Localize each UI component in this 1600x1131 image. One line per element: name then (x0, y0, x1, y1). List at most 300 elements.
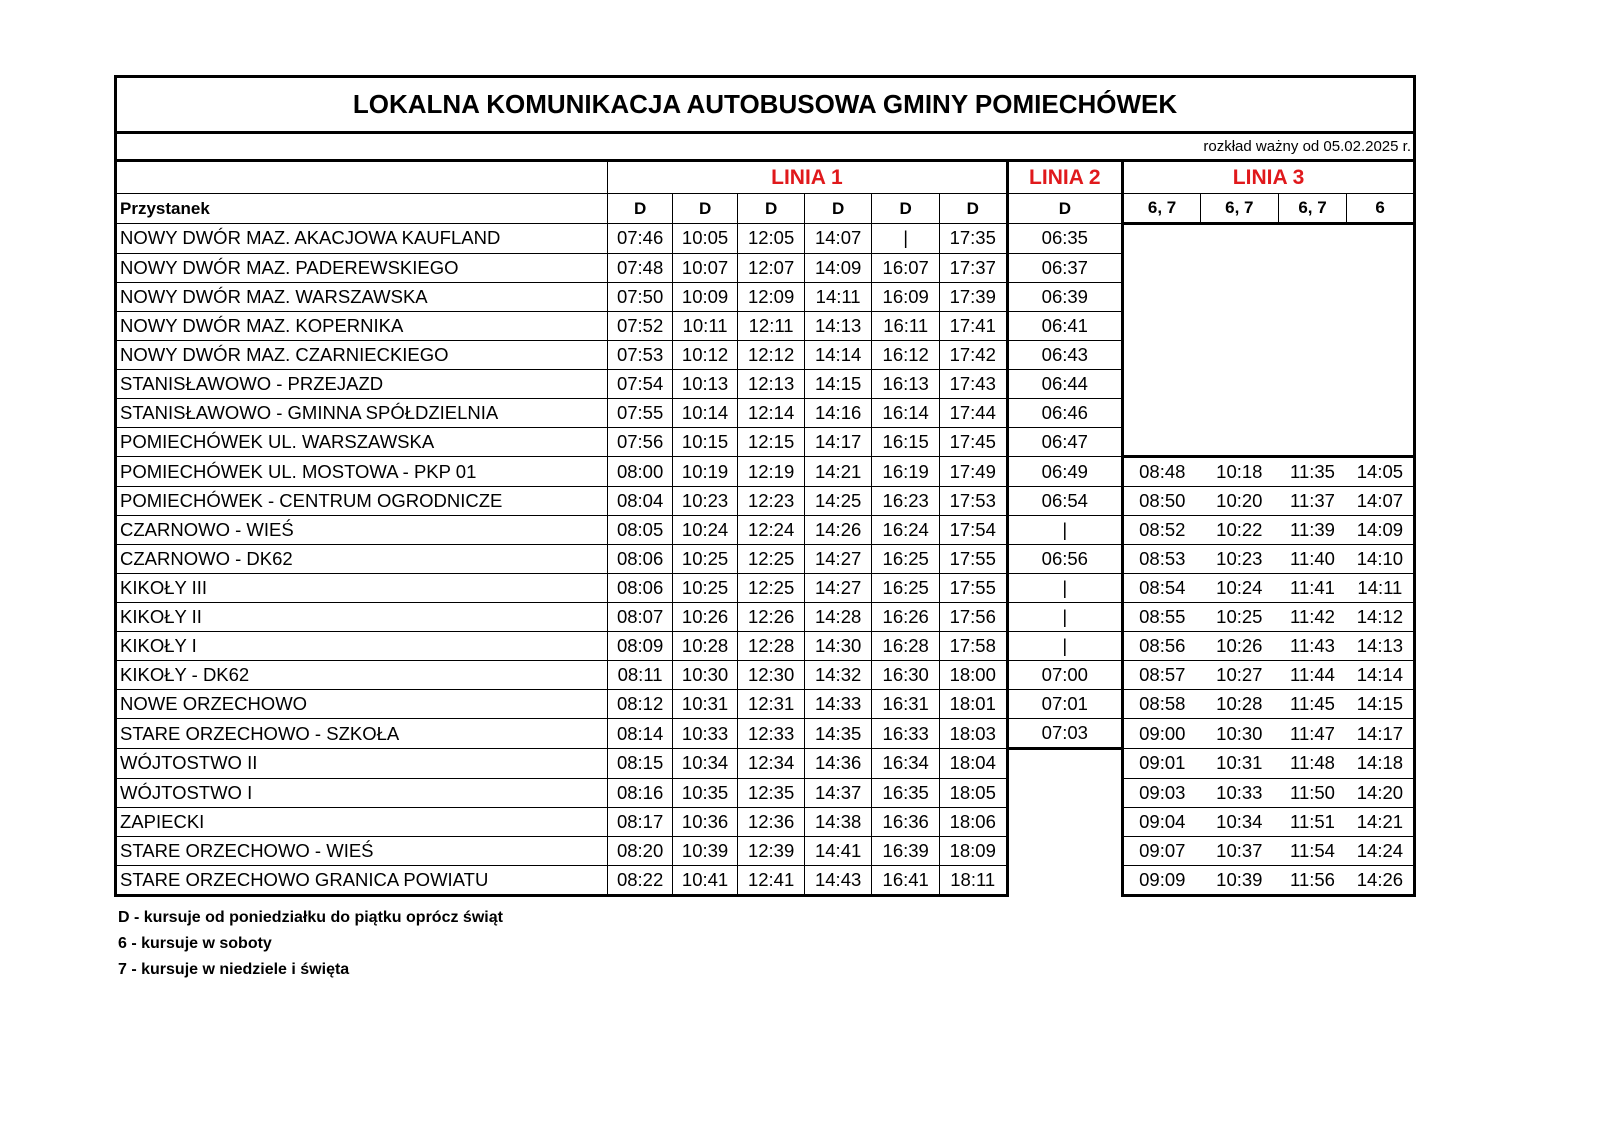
line-1-time: | (872, 224, 940, 254)
stop-name: STARE ORZECHOWO - SZKOŁA (116, 719, 608, 749)
line-3-time: 08:56 (1123, 632, 1201, 661)
stop-name: NOWY DWÓR MAZ. AKACJOWA KAUFLAND (116, 224, 608, 254)
line-1-time: 16:24 (872, 516, 940, 545)
line-1-time: 08:06 (608, 574, 672, 603)
line-3-time (1200, 427, 1278, 457)
table-row (116, 224, 1415, 254)
line-2-time: 06:37 (1007, 253, 1123, 282)
stop-name: CZARNOWO - DK62 (116, 545, 608, 574)
stop-name: NOWY DWÓR MAZ. PADEREWSKIEGO (116, 253, 608, 282)
line-1-time: 16:13 (872, 369, 940, 398)
table-row (116, 545, 1415, 574)
line-1-time: 14:41 (804, 836, 872, 865)
stop-name: KIKOŁY III (116, 574, 608, 603)
line-1-time: 14:15 (804, 369, 872, 398)
line-1-time: 14:26 (804, 516, 872, 545)
line-1-time: 10:11 (672, 311, 738, 340)
line-3-time: 10:23 (1200, 545, 1278, 574)
line-3-time: 10:20 (1200, 487, 1278, 516)
stop-name: POMIECHÓWEK - CENTRUM OGRODNICZE (116, 487, 608, 516)
line-2-time: 06:43 (1007, 340, 1123, 369)
day-code: D (872, 194, 940, 224)
line-1-time: 16:26 (872, 603, 940, 632)
line-3-time: 10:39 (1200, 865, 1278, 895)
line-3-time: 11:47 (1278, 719, 1347, 749)
line-1-time: 18:00 (939, 661, 1007, 690)
line-3-time (1123, 427, 1201, 457)
line-1-time: 12:13 (738, 369, 805, 398)
line-3-time: 11:50 (1278, 778, 1347, 807)
line-1-time: 10:12 (672, 340, 738, 369)
page-title: LOKALNA KOMUNIKACJA AUTOBUSOWA GMINY POMIECHÓWEK (116, 77, 1415, 133)
line-1-time: 10:19 (672, 457, 738, 487)
line-2-time (1007, 865, 1123, 895)
line-1-time: 17:53 (939, 487, 1007, 516)
line-1-time: 10:15 (672, 427, 738, 457)
line-2-time: 06:41 (1007, 311, 1123, 340)
line-3-time (1200, 311, 1278, 340)
line-1-time: 10:25 (672, 545, 738, 574)
line-3-time: 08:52 (1123, 516, 1201, 545)
line-1-time: 12:07 (738, 253, 805, 282)
line-1-time: 08:04 (608, 487, 672, 516)
legend-item: D - kursuje od poniedziałku do piątku oprócz świąt (118, 909, 503, 926)
line-3-time (1123, 253, 1201, 282)
line-1-time: 10:41 (672, 865, 738, 895)
line-1-time: 10:07 (672, 253, 738, 282)
line-1-time: 14:11 (804, 282, 872, 311)
line-1-time: 12:26 (738, 603, 805, 632)
table-row (116, 516, 1415, 545)
line-1-time: 12:15 (738, 427, 805, 457)
line-1-time: 14:43 (804, 865, 872, 895)
line-2-time: 06:39 (1007, 282, 1123, 311)
line-1-time: 10:36 (672, 807, 738, 836)
line-3-time (1278, 398, 1347, 427)
line-3-time (1123, 340, 1201, 369)
line-3-time (1123, 369, 1201, 398)
line-1-time: 12:05 (738, 224, 805, 254)
line-3-time (1347, 253, 1415, 282)
line-1-time: 14:27 (804, 574, 872, 603)
line-3-time: 10:30 (1200, 719, 1278, 749)
stop-name: NOWY DWÓR MAZ. KOPERNIKA (116, 311, 608, 340)
line-3-time: 10:26 (1200, 632, 1278, 661)
line-2-time: 06:54 (1007, 487, 1123, 516)
stop-name: STANISŁAWOWO - GMINNA SPÓŁDZIELNIA (116, 398, 608, 427)
legend-item: 6 - kursuje w soboty (118, 935, 272, 952)
blank-header-cell (116, 161, 608, 194)
day-code: D (1007, 194, 1123, 224)
table-row (116, 369, 1415, 398)
line-2-time: | (1007, 603, 1123, 632)
line-1-time: 07:54 (608, 369, 672, 398)
line-3-time: 11:44 (1278, 661, 1347, 690)
table-row (116, 340, 1415, 369)
line-3-time: 10:33 (1200, 778, 1278, 807)
line-3-time (1278, 427, 1347, 457)
line-3-time: 09:04 (1123, 807, 1201, 836)
line-3-time: 08:48 (1123, 457, 1201, 487)
line-3-time (1347, 369, 1415, 398)
stop-name: POMIECHÓWEK UL. WARSZAWSKA (116, 427, 608, 457)
line-1-time: 17:55 (939, 574, 1007, 603)
line-3-time: 11:56 (1278, 865, 1347, 895)
line-1-time: 08:14 (608, 719, 672, 749)
line-1-time: 07:55 (608, 398, 672, 427)
line-3-time: 08:54 (1123, 574, 1201, 603)
table-row (116, 427, 1415, 457)
line-1-time: 16:07 (872, 253, 940, 282)
line-1-time: 16:23 (872, 487, 940, 516)
line-3-time (1200, 282, 1278, 311)
line-3-time: 14:26 (1347, 865, 1415, 895)
line-3-time: 14:24 (1347, 836, 1415, 865)
line-3-time: 08:55 (1123, 603, 1201, 632)
line-1-time: 08:05 (608, 516, 672, 545)
day-code: D (804, 194, 872, 224)
line-3-time (1200, 340, 1278, 369)
line-3-time (1347, 398, 1415, 427)
line-1-time: 12:33 (738, 719, 805, 749)
line-1-time: 17:39 (939, 282, 1007, 311)
line-3-time: 09:00 (1123, 719, 1201, 749)
line-2-time (1007, 807, 1123, 836)
line-1-time: 14:25 (804, 487, 872, 516)
line-1-time: 16:19 (872, 457, 940, 487)
line-3-time: 08:53 (1123, 545, 1201, 574)
line-1-time: 08:06 (608, 545, 672, 574)
line-1-time: 18:03 (939, 719, 1007, 749)
line-1-time: 12:19 (738, 457, 805, 487)
line-2-time: 06:47 (1007, 427, 1123, 457)
line-2-time: | (1007, 574, 1123, 603)
line-1-time: 08:09 (608, 632, 672, 661)
line-1-time: 07:56 (608, 427, 672, 457)
line-1-time: 12:09 (738, 282, 805, 311)
table-row (116, 865, 1415, 895)
line-1-time: 16:28 (872, 632, 940, 661)
line-3-time (1200, 398, 1278, 427)
line-3-time: 14:15 (1347, 690, 1415, 719)
line-1-time: 17:41 (939, 311, 1007, 340)
timetable-sheet (114, 75, 1416, 897)
line-3-time (1278, 253, 1347, 282)
line-3-time (1347, 340, 1415, 369)
line-1-time: 16:25 (872, 545, 940, 574)
line-3-time: 14:21 (1347, 807, 1415, 836)
line-1-time: 16:12 (872, 340, 940, 369)
line-3-time: 14:13 (1347, 632, 1415, 661)
line-1-time: 14:13 (804, 311, 872, 340)
line-1-time: 12:11 (738, 311, 805, 340)
line-1-time: 07:50 (608, 282, 672, 311)
line-1-heading: LINIA 1 (608, 161, 1007, 194)
line-1-time: 08:15 (608, 749, 672, 779)
line-1-time: 10:13 (672, 369, 738, 398)
line-3-time: 08:50 (1123, 487, 1201, 516)
table-row (116, 487, 1415, 516)
line-3-time: 10:34 (1200, 807, 1278, 836)
line-1-time: 12:12 (738, 340, 805, 369)
line-1-time: 14:38 (804, 807, 872, 836)
line-3-time: 10:31 (1200, 749, 1278, 779)
line-1-time: 16:31 (872, 690, 940, 719)
line-1-time: 10:34 (672, 749, 738, 779)
line-2-time: | (1007, 632, 1123, 661)
line-3-time: 14:14 (1347, 661, 1415, 690)
stop-name: WÓJTOSTWO II (116, 749, 608, 779)
line-3-time (1123, 398, 1201, 427)
line-3-time: 09:01 (1123, 749, 1201, 779)
line-3-time: 10:18 (1200, 457, 1278, 487)
line-3-time (1278, 311, 1347, 340)
line-3-time (1278, 282, 1347, 311)
day-code: D (738, 194, 805, 224)
line-1-time: 08:20 (608, 836, 672, 865)
line-1-time: 14:14 (804, 340, 872, 369)
line-1-time: 14:07 (804, 224, 872, 254)
line-1-time: 17:43 (939, 369, 1007, 398)
line-1-time: 16:11 (872, 311, 940, 340)
line-1-time: 12:39 (738, 836, 805, 865)
line-3-time: 10:24 (1200, 574, 1278, 603)
day-code: 6, 7 (1200, 194, 1278, 224)
line-1-time: 14:30 (804, 632, 872, 661)
line-3-time: 11:40 (1278, 545, 1347, 574)
stop-column-header: Przystanek (116, 194, 608, 224)
line-1-time: 16:09 (872, 282, 940, 311)
line-1-time: 12:35 (738, 778, 805, 807)
timetable (114, 75, 1416, 897)
line-3-time (1347, 282, 1415, 311)
table-row (116, 632, 1415, 661)
line-3-time (1200, 369, 1278, 398)
line-1-time: 10:05 (672, 224, 738, 254)
line-1-time: 08:17 (608, 807, 672, 836)
stop-name: ZAPIECKI (116, 807, 608, 836)
line-3-time (1347, 427, 1415, 457)
line-1-time: 17:56 (939, 603, 1007, 632)
line-2-time: 06:49 (1007, 457, 1123, 487)
line-3-time (1278, 369, 1347, 398)
line-3-time: 14:20 (1347, 778, 1415, 807)
line-3-time: 14:11 (1347, 574, 1415, 603)
line-3-time: 11:42 (1278, 603, 1347, 632)
line-1-time: 12:23 (738, 487, 805, 516)
line-1-time: 17:49 (939, 457, 1007, 487)
line-1-time: 14:09 (804, 253, 872, 282)
line-2-time: 06:35 (1007, 224, 1123, 254)
validity-note: rozkład ważny od 05.02.2025 r. (116, 133, 1415, 161)
line-1-time: 14:21 (804, 457, 872, 487)
line-3-time: 14:09 (1347, 516, 1415, 545)
line-2-time (1007, 836, 1123, 865)
line-1-time: 14:35 (804, 719, 872, 749)
stop-name: STARE ORZECHOWO - WIEŚ (116, 836, 608, 865)
line-1-time: 17:54 (939, 516, 1007, 545)
line-3-time: 11:37 (1278, 487, 1347, 516)
line-2-time: 07:00 (1007, 661, 1123, 690)
line-3-time: 09:03 (1123, 778, 1201, 807)
stop-name: CZARNOWO - WIEŚ (116, 516, 608, 545)
line-1-time: 08:16 (608, 778, 672, 807)
line-1-time: 16:33 (872, 719, 940, 749)
stop-name: WÓJTOSTWO I (116, 778, 608, 807)
table-row (116, 603, 1415, 632)
line-1-time: 14:16 (804, 398, 872, 427)
line-1-time: 08:11 (608, 661, 672, 690)
line-1-time: 10:35 (672, 778, 738, 807)
line-3-time: 14:17 (1347, 719, 1415, 749)
line-1-time: 14:17 (804, 427, 872, 457)
line-3-time: 11:43 (1278, 632, 1347, 661)
line-1-time: 10:24 (672, 516, 738, 545)
line-3-time: 10:22 (1200, 516, 1278, 545)
line-3-time: 08:58 (1123, 690, 1201, 719)
line-3-time: 09:09 (1123, 865, 1201, 895)
table-row (116, 690, 1415, 719)
line-1-time: 12:28 (738, 632, 805, 661)
line-1-time: 16:30 (872, 661, 940, 690)
line-1-time: 17:55 (939, 545, 1007, 574)
line-1-time: 18:04 (939, 749, 1007, 779)
line-1-time: 17:44 (939, 398, 1007, 427)
line-1-time: 10:23 (672, 487, 738, 516)
line-3-time: 14:05 (1347, 457, 1415, 487)
line-3-time: 11:48 (1278, 749, 1347, 779)
line-3-time: 10:25 (1200, 603, 1278, 632)
line-1-time: 16:34 (872, 749, 940, 779)
stop-name: KIKOŁY I (116, 632, 608, 661)
table-row (116, 282, 1415, 311)
line-1-time: 10:26 (672, 603, 738, 632)
line-1-time: 17:58 (939, 632, 1007, 661)
table-row (116, 836, 1415, 865)
day-code: D (608, 194, 672, 224)
line-3-time (1123, 282, 1201, 311)
line-1-time: 12:30 (738, 661, 805, 690)
line-1-time: 12:25 (738, 545, 805, 574)
line-1-time: 10:14 (672, 398, 738, 427)
line-3-time: 11:45 (1278, 690, 1347, 719)
line-1-time: 08:00 (608, 457, 672, 487)
line-3-time: 11:54 (1278, 836, 1347, 865)
line-1-time: 10:31 (672, 690, 738, 719)
table-row (116, 749, 1415, 779)
line-3-time (1278, 340, 1347, 369)
line-1-time: 10:33 (672, 719, 738, 749)
day-code: 6, 7 (1123, 194, 1201, 224)
line-1-time: 12:34 (738, 749, 805, 779)
line-1-time: 10:25 (672, 574, 738, 603)
line-1-time: 12:25 (738, 574, 805, 603)
table-row (116, 661, 1415, 690)
line-1-time: 10:09 (672, 282, 738, 311)
line-3-time (1347, 224, 1415, 254)
line-2-time: | (1007, 516, 1123, 545)
line-1-time: 07:53 (608, 340, 672, 369)
line-3-time: 14:07 (1347, 487, 1415, 516)
line-3-time (1200, 253, 1278, 282)
table-row (116, 398, 1415, 427)
legend-item: 7 - kursuje w niedziele i święta (118, 961, 350, 978)
line-2-time (1007, 778, 1123, 807)
line-3-time: 11:51 (1278, 807, 1347, 836)
table-row (116, 574, 1415, 603)
line-1-time: 14:28 (804, 603, 872, 632)
line-1-time: 17:45 (939, 427, 1007, 457)
line-1-time: 18:11 (939, 865, 1007, 895)
line-3-time: 11:35 (1278, 457, 1347, 487)
line-2-time: 06:44 (1007, 369, 1123, 398)
stop-name: KIKOŁY II (116, 603, 608, 632)
table-row (116, 778, 1415, 807)
line-1-time: 07:48 (608, 253, 672, 282)
line-1-time: 16:35 (872, 778, 940, 807)
line-3-time: 10:28 (1200, 690, 1278, 719)
line-1-time: 12:24 (738, 516, 805, 545)
legend (118, 905, 503, 983)
line-1-time: 16:14 (872, 398, 940, 427)
line-1-time: 10:30 (672, 661, 738, 690)
line-1-time: 10:39 (672, 836, 738, 865)
line-1-time: 07:52 (608, 311, 672, 340)
line-3-time: 11:41 (1278, 574, 1347, 603)
line-1-time: 12:14 (738, 398, 805, 427)
line-3-time: 10:37 (1200, 836, 1278, 865)
line-1-time: 08:07 (608, 603, 672, 632)
stop-name: NOWY DWÓR MAZ. CZARNIECKIEGO (116, 340, 608, 369)
day-code: 6 (1347, 194, 1415, 224)
line-1-time: 14:33 (804, 690, 872, 719)
line-2-time (1007, 749, 1123, 779)
stop-name: POMIECHÓWEK UL. MOSTOWA - PKP 01 (116, 457, 608, 487)
line-1-time: 12:36 (738, 807, 805, 836)
line-1-time: 12:41 (738, 865, 805, 895)
line-1-time: 14:36 (804, 749, 872, 779)
line-1-time: 18:06 (939, 807, 1007, 836)
line-3-time: 14:12 (1347, 603, 1415, 632)
day-code: D (939, 194, 1007, 224)
line-1-time: 16:41 (872, 865, 940, 895)
stop-name: KIKOŁY - DK62 (116, 661, 608, 690)
day-code: 6, 7 (1278, 194, 1347, 224)
stop-name: NOWY DWÓR MAZ. WARSZAWSKA (116, 282, 608, 311)
line-1-time: 16:36 (872, 807, 940, 836)
line-1-time: 14:37 (804, 778, 872, 807)
line-3-time: 14:18 (1347, 749, 1415, 779)
line-3-heading: LINIA 3 (1123, 161, 1415, 194)
table-row (116, 807, 1415, 836)
line-1-time: 07:46 (608, 224, 672, 254)
line-3-time (1347, 311, 1415, 340)
line-1-time: 17:42 (939, 340, 1007, 369)
line-2-heading: LINIA 2 (1007, 161, 1123, 194)
line-1-time: 08:22 (608, 865, 672, 895)
line-1-time: 16:39 (872, 836, 940, 865)
line-3-time: 14:10 (1347, 545, 1415, 574)
day-code: D (672, 194, 738, 224)
line-1-time: 12:31 (738, 690, 805, 719)
line-1-time: 17:37 (939, 253, 1007, 282)
line-3-time (1123, 311, 1201, 340)
line-2-time: 07:03 (1007, 719, 1123, 749)
line-2-time: 06:46 (1007, 398, 1123, 427)
line-3-time (1123, 224, 1201, 254)
line-1-time: 14:32 (804, 661, 872, 690)
line-3-time (1200, 224, 1278, 254)
